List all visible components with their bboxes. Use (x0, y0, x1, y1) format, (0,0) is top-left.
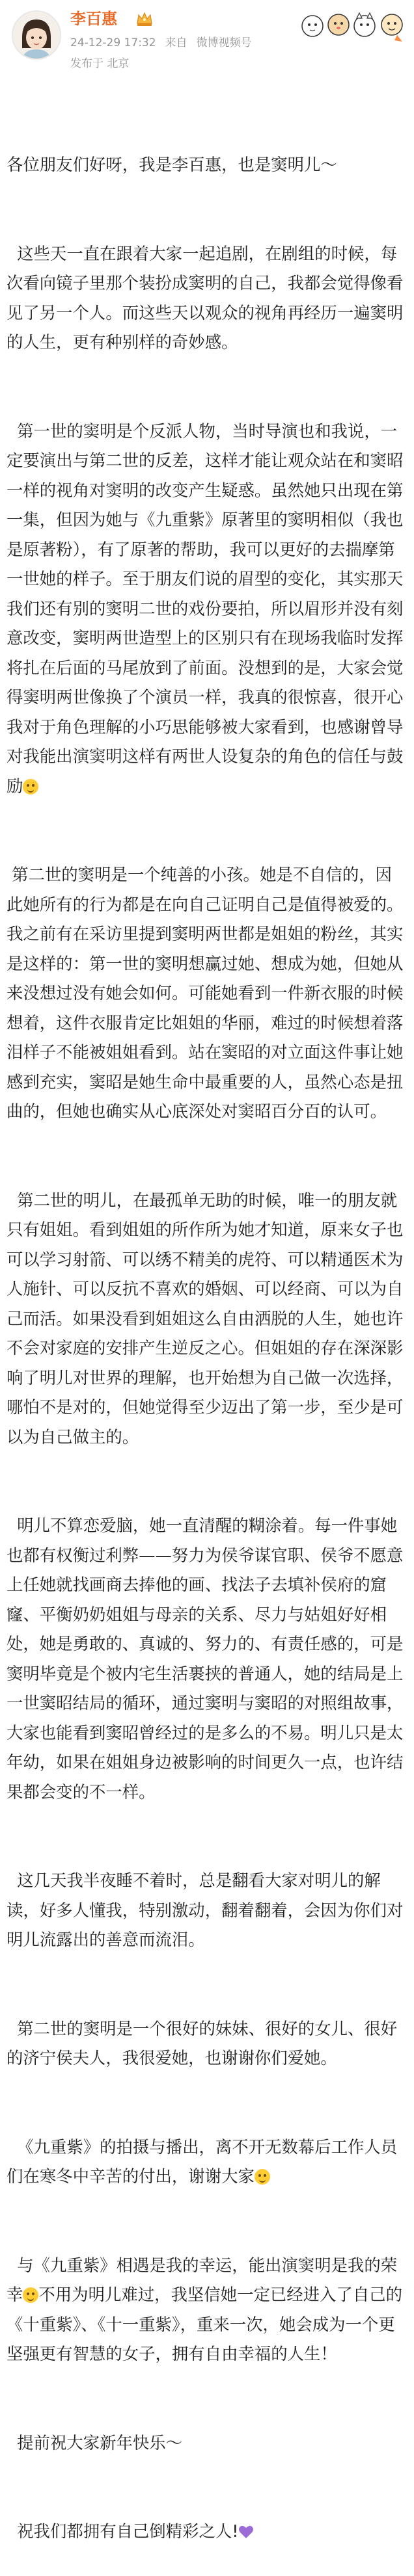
source-prefix: 来自 (165, 36, 187, 49)
post-paragraph: 第一世的窦明是个反派人物，当时导演也和我说，一定要演出与第二世的反差，这样才能让观众站在和窦昭一样的视角对窦明的改变产生疑惑。虽然她只出现在第一集，但因为她与《九重紫》原著里的窦明相似（我也是原著粉），有了原著的帮助，我可以更好的去揣摩第一世她的样子。至于朋友们说的眉型的变化，其实那天我们还有别的窦明二世的戏份要拍，所以眉形并没有刻意改变，窦明两世造型上的区别只有在现场我临时发挥将扎在后面的马尾放到了前面。没想到的是，大家会觉得窦明两世像换了个演员一样，我真的很惊喜，很开心我对于角色理解的小巧思能够被大家看到，也感谢曾导对我能出演窦明这样有两世人设复杂的角色的信任与鼓励 (7, 421, 404, 796)
post-paragraph-with-emoji (7, 417, 406, 802)
happy-emoji-icon (23, 2287, 38, 2303)
post-paragraph: 明儿不算恋爱脑，她一直清醒的糊涂着。每一件事她也都有权衡过利弊——努力为侯爷谋官职、侯爷不愿意上任她就找画商去捧他的画、找法子去填补侯府的窟窿、平衡奶奶姐姐与母亲的关系、尽力与姑姐好好相处，她是勇敢的、真诚的、努力的、有责任感的，可是窦明毕竟是个被内宅生活裹挟的普通人，她的结局是上一世窦昭结局的循环，通过窦明与窦昭的对照组故事，大家也能看到窦昭曾经过的是多么的不易。明儿只是太年幼，如果在姐姐身边被影响的时间更久一点，也许结果都会变的不一样。 (7, 1516, 404, 1802)
post-paragraph-with-emoji (7, 2517, 406, 2547)
crown-badge-icon[interactable] (135, 10, 154, 27)
post-meta (70, 35, 252, 51)
avatar[interactable] (12, 10, 61, 60)
post-paragraph: 这几天我半夜睡不着时，总是翻看大家对明儿的解读，好多人懂我，特别激动，翻着翻着，会因为你们对明儿流露出的善意而流泪。 (7, 1871, 404, 1949)
decorative-sticker-icon (298, 5, 409, 47)
smile-emoji-icon (255, 2169, 270, 2185)
post-header (0, 0, 414, 85)
post-body (7, 91, 406, 2576)
post-location: 发布于 北京 (70, 57, 130, 70)
post-paragraph: 第二世的窦明是一个很好的妹妹、很好的女儿、很好的济宁侯夫人，我很爱她，也谢谢你们爱她。 (7, 2018, 398, 2068)
post-paragraph-with-emoji (7, 2251, 406, 2369)
post-paragraph: 不用为明儿难过，我坚信她一定已经进入了自己的《十重紫》、《十一重紫》，重来一次，她会成为一个更坚强更有智慧的女子，拥有自由幸福的人生！ (7, 2285, 402, 2363)
post-paragraph: 各位朋友们好呀，我是李百惠，也是窦明儿～ (7, 155, 337, 174)
post-paragraph: 祝我们都拥有自己倒精彩之人! (7, 2521, 239, 2541)
post-paragraph: 提前祝大家新年快乐～ (7, 2432, 183, 2452)
post-paragraph: 《九重紫》的拍摄与播出，离不开无数幕后工作人员们在寒冬中辛苦的付出，谢谢大家 (7, 2136, 398, 2186)
post-paragraph: 与《九重紫》相遇是我的幸运，能出演窦明是我的荣幸 (7, 2255, 398, 2304)
post-paragraph-with-emoji (7, 2133, 406, 2192)
post-timestamp: 24-12-29 17:32 (70, 36, 156, 49)
tearful-smile-emoji-icon (23, 779, 38, 795)
post-paragraph: 第二世的窦明是一个纯善的小孩。她是不自信的，因此她所有的行为都是在向自己证明自己是值得被爱的。我之前有在采访里提到窦明两世都是姐姐的粉丝，其实是这样的：第一世的窦明想赢过她、想成为她，但她从来没想过没有她会如何。可能她看到一件新衣服的时候想着，这件衣服肯定比姐姐的华丽，难过的时候想着落泪样子不能被姐姐看到。站在窦昭的对立面这件事让她感到充实，窦昭是她生命中最重要的人，虽然心态是扭曲的，但她也确实从心底深处对窦昭百分百的认可。 (7, 865, 404, 1121)
post-paragraph: 第二世的明儿，在最孤单无助的时候，唯一的朋友就只有姐姐。看到姐姐的所作所为她才知道，原来女子也可以学习射箭、可以绣不精美的虎符、可以精通医术为人施针、可以反抗不喜欢的婚姻、可以经商、可以为自己而活。如果没看到姐姐这么自由洒脱的人生，她也许不会对家庭的安排产生逆反之心。但姐姐的存在深深影响了明儿对世界的理解，也开始想为自己做一次选择，哪怕不是对的，但她觉得至少迈出了第一步，至少是可以为自己做主的。 (7, 1190, 404, 1447)
post-paragraph: 这些天一直在跟着大家一起追剧，在剧组的时候，每次看向镜子里那个装扮成窦明的自己，我都会觉得像看见了另一个人。而这些天以观众的视角再经历一遍窦明的人生，更有种别样的奇妙感。 (7, 243, 404, 352)
purple-heart-icon (238, 2525, 254, 2539)
post-source-link[interactable]: 微博视频号 (196, 36, 252, 49)
user-name[interactable]: 李百惠 (70, 10, 117, 28)
